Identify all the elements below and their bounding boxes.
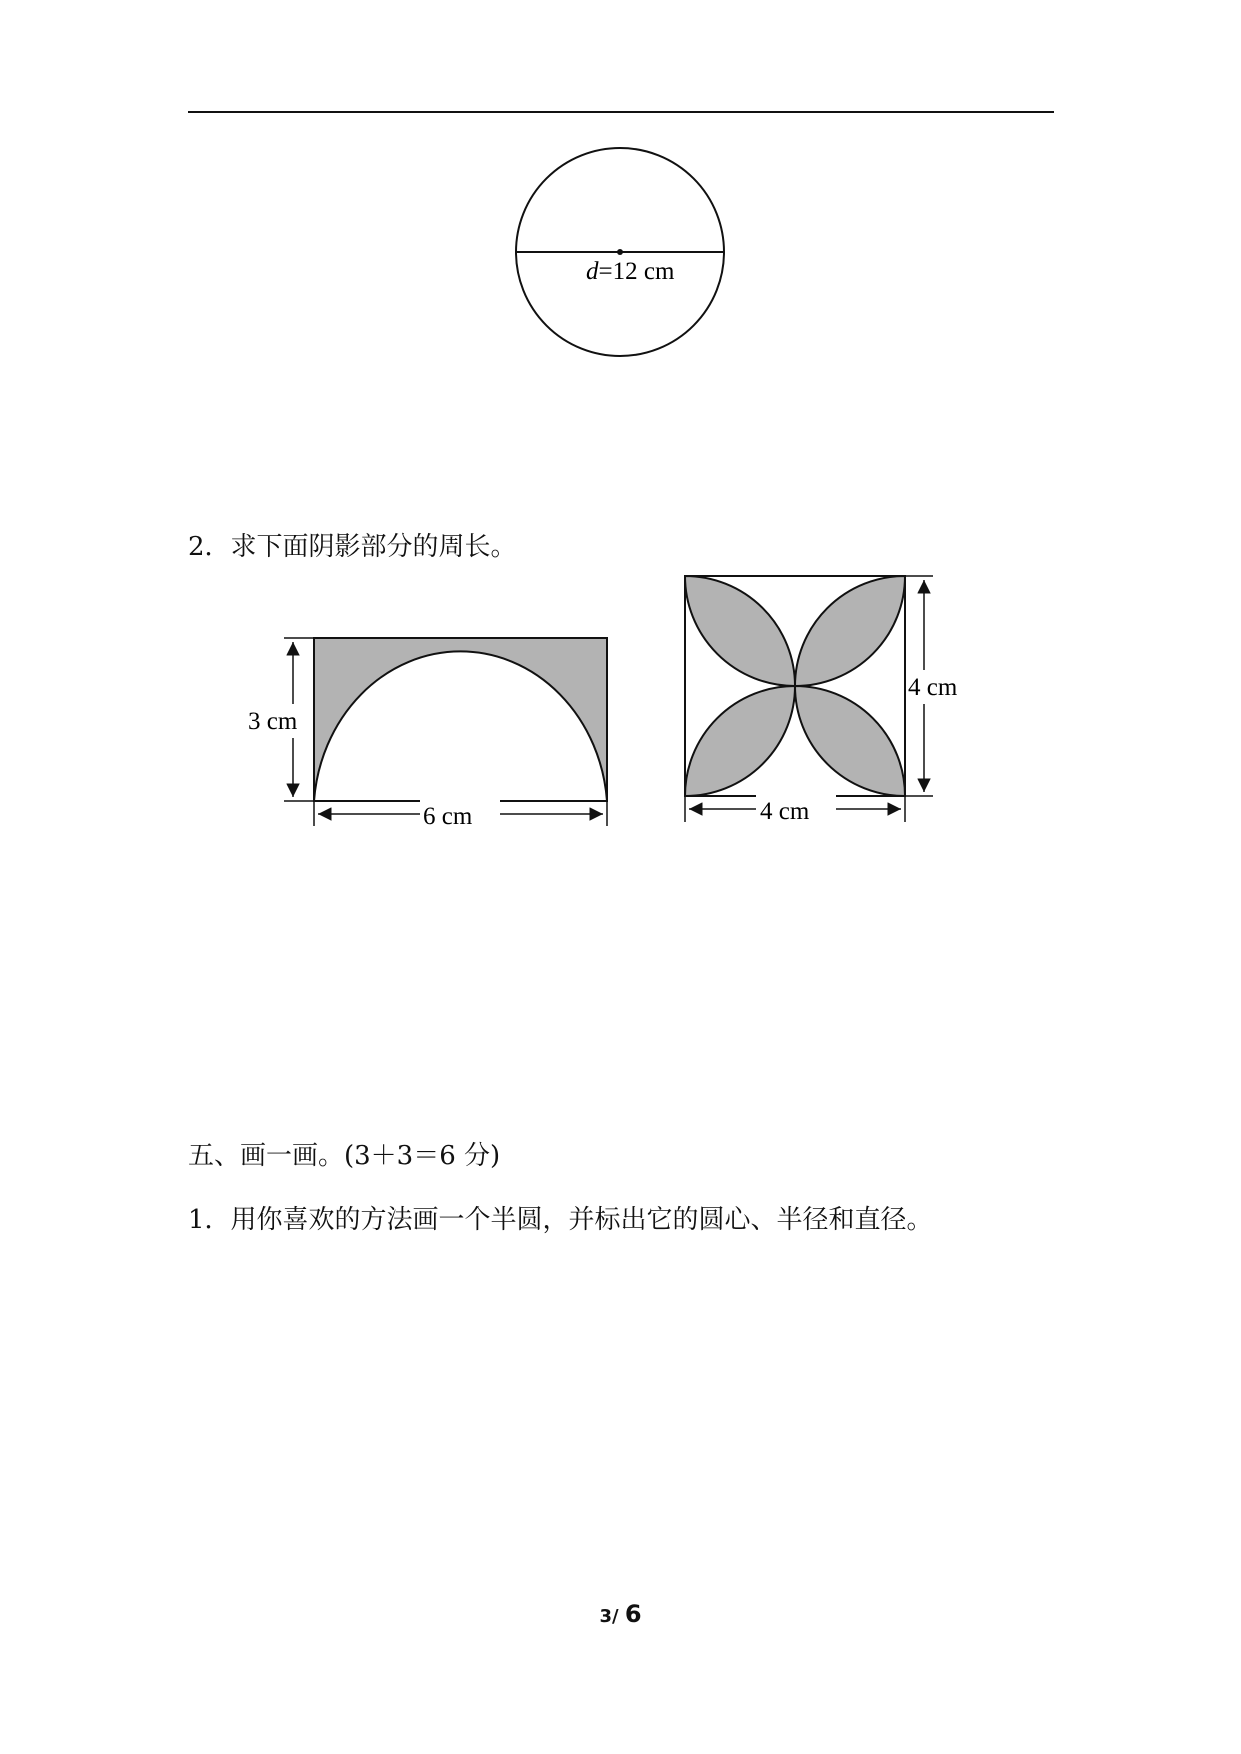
circle-figure bbox=[510, 148, 730, 368]
section-5-heading: 五、画一画。(3＋3＝6 分) bbox=[188, 1141, 501, 1171]
petal-top-right bbox=[795, 576, 905, 686]
header-rule bbox=[188, 111, 1054, 113]
petal-bottom-left bbox=[685, 686, 795, 796]
semicircle-figure bbox=[240, 620, 620, 840]
diameter-label bbox=[586, 258, 675, 285]
side-label-right: 4 cm bbox=[908, 674, 958, 701]
center-dot bbox=[617, 249, 623, 255]
question-5-1: 1．用你喜欢的方法画一个半圆，并标出它的圆心、半径和直径。 bbox=[188, 1205, 933, 1235]
side-label-bottom: 4 cm bbox=[760, 798, 810, 825]
petals bbox=[685, 576, 905, 796]
diameter-var: d bbox=[586, 258, 599, 285]
shaded-corners bbox=[314, 638, 607, 801]
page-separator: / bbox=[611, 1606, 625, 1627]
page-total: 6 bbox=[624, 1600, 642, 1628]
page-number bbox=[0, 1600, 1241, 1628]
diameter-value: =12 cm bbox=[598, 258, 675, 285]
width-label: 6 cm bbox=[423, 803, 473, 830]
question-2: 2．求下面阴影部分的周长。 bbox=[188, 532, 517, 562]
page-current: 3 bbox=[599, 1606, 612, 1627]
petal-top-left bbox=[685, 576, 795, 686]
petal-figure bbox=[670, 566, 980, 842]
height-label: 3 cm bbox=[248, 708, 298, 735]
petal-bottom-right bbox=[795, 686, 905, 796]
